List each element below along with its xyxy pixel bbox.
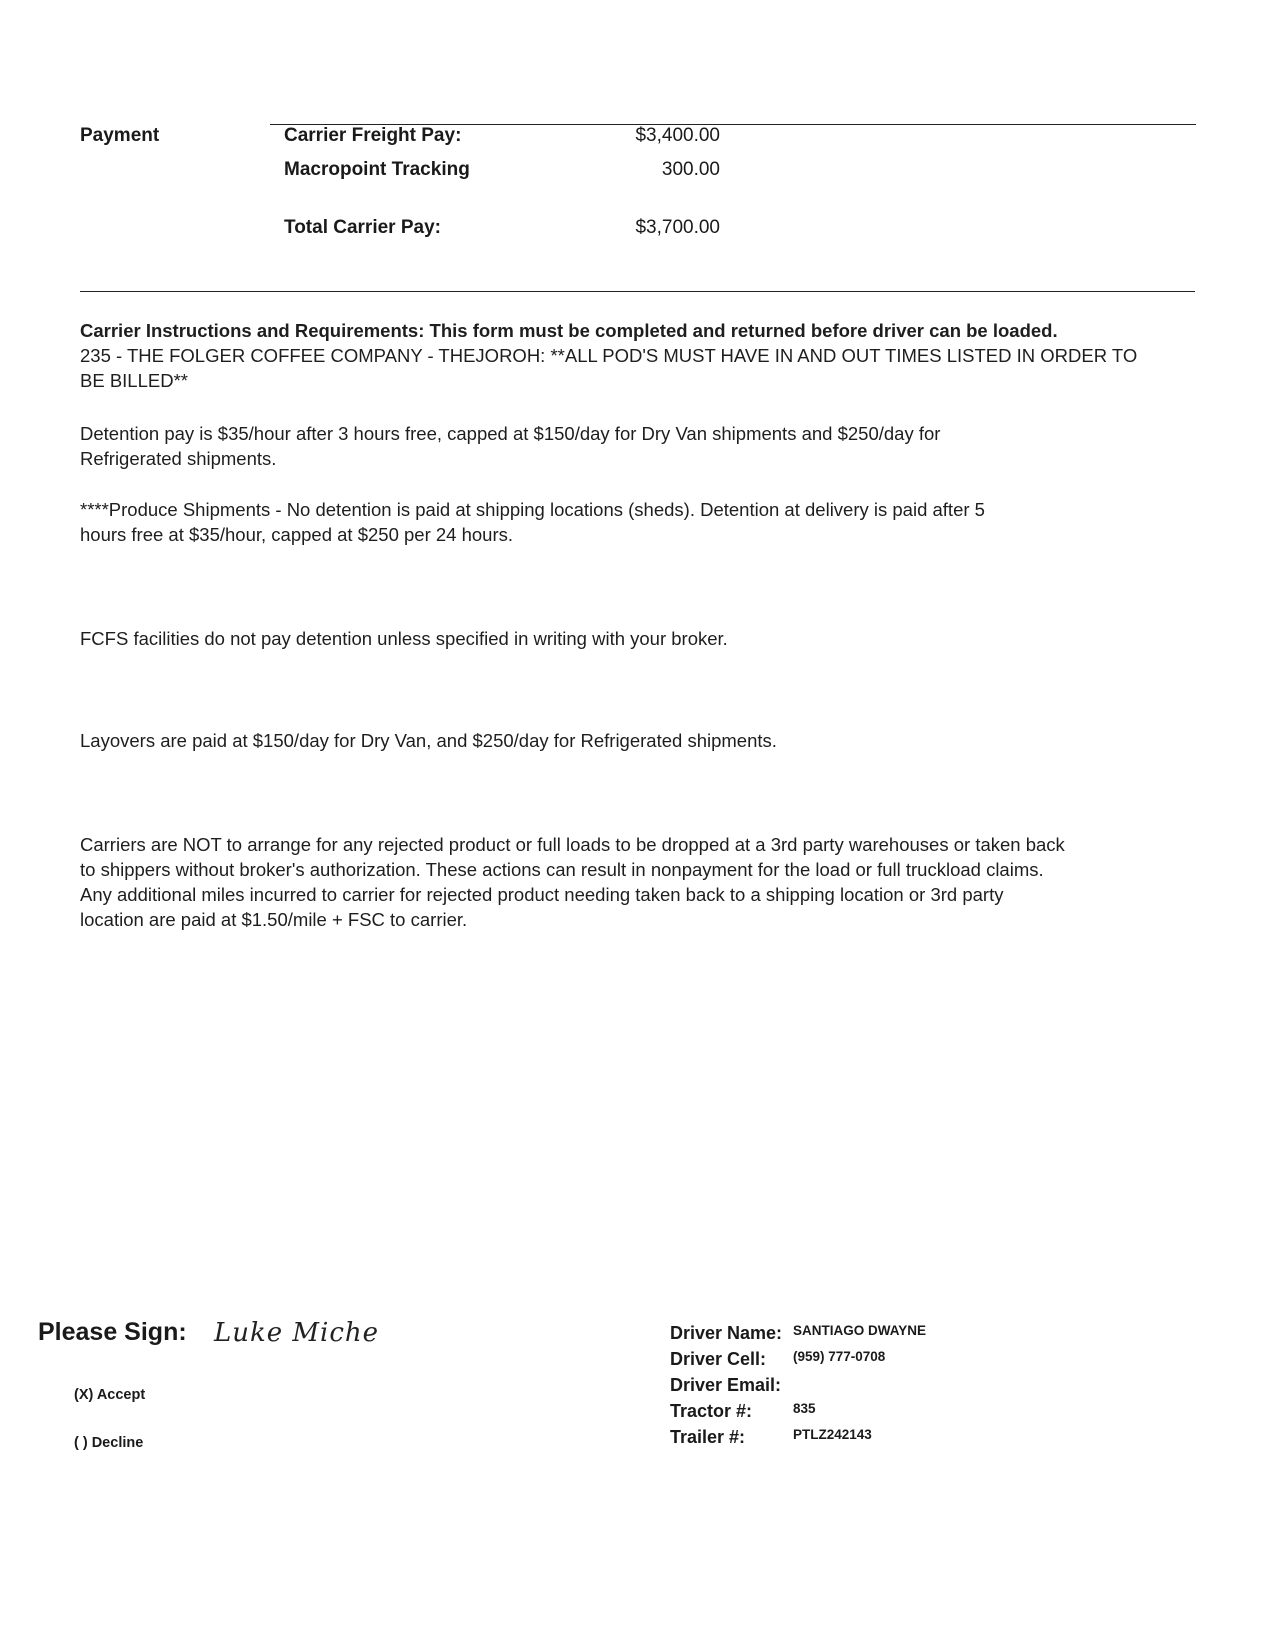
please-sign-label: Please Sign:	[38, 1318, 187, 1346]
payment-bottom-rule	[80, 291, 1195, 292]
instruction-rejected-product-text: Carriers are NOT to arrange for any rejected product or full loads to be dropped at a 3rd party warehouses or taken back to shippers without broker's authorization. These actions can result in nonpayment for the load or full truckload claims. Any additional miles incurred to carrier for rejected product needing taken back to a shipping location or 3rd party location are paid at $1.50/mile + FSC to carrier.	[80, 834, 1065, 930]
instruction-detention-text: Detention pay is $35/hour after 3 hours free, capped at $150/day for Dry Van shipments and $250/day for Refrigerated shipments.	[80, 423, 941, 469]
instruction-layovers	[80, 728, 1080, 753]
instruction-layovers-text: Layovers are paid at $150/day for Dry Van, and $250/day for Refrigerated shipments.	[80, 730, 777, 751]
instruction-rejected-product	[80, 832, 1065, 932]
signature: Luke Miche	[214, 1318, 380, 1348]
tractor-label: Tractor #:	[670, 1401, 753, 1421]
trailer-label: Trailer #:	[670, 1427, 746, 1447]
instruction-detention	[80, 421, 1030, 471]
driver-name-label: Driver Name:	[670, 1323, 783, 1343]
instruction-shipper-note: 235 - THE FOLGER COFFEE COMPANY - THEJOROH: **ALL POD'S MUST HAVE IN AND OUT TIMES LISTED IN ORDER TO BE BILLED**	[80, 345, 1138, 391]
instructions-block	[80, 318, 1190, 393]
tractor-value: 835	[793, 1401, 816, 1416]
driver-email-label: Driver Email:	[670, 1375, 782, 1395]
trailer-value: PTLZ242143	[793, 1427, 872, 1442]
instruction-produce-text: ****Produce Shipments - No detention is paid at shipping locations (sheds). Detention at delivery is paid after 5 hours free at $35/hour, capped at $250 per 24 hours.	[80, 499, 985, 545]
instructions-heading: Carrier Instructions and Requirements: This form must be completed and returned before driver can be loaded.	[80, 320, 1058, 341]
driver-name-value: SANTIAGO DWAYNE	[793, 1323, 927, 1338]
total-carrier-pay-amount: $3,700.00	[635, 217, 720, 238]
macropoint-tracking-amount: 300.00	[661, 159, 720, 180]
instruction-fcfs	[80, 626, 1080, 651]
carrier-freight-pay-label: Carrier Freight Pay:	[284, 125, 462, 146]
total-carrier-pay-label: Total Carrier Pay:	[284, 217, 441, 238]
accept-option[interactable]: (X) Accept	[74, 1387, 146, 1403]
payment-section-label: Payment	[80, 125, 160, 146]
instruction-fcfs-text: FCFS facilities do not pay detention unless specified in writing with your broker.	[80, 628, 728, 649]
decline-option[interactable]: ( ) Decline	[74, 1435, 144, 1451]
driver-cell-label: Driver Cell:	[670, 1349, 767, 1369]
carrier-freight-pay-amount: $3,400.00	[635, 125, 720, 146]
macropoint-tracking-label: Macropoint Tracking	[284, 159, 470, 180]
instruction-produce	[80, 497, 985, 547]
driver-cell-value: (959) 777-0708	[793, 1349, 886, 1364]
